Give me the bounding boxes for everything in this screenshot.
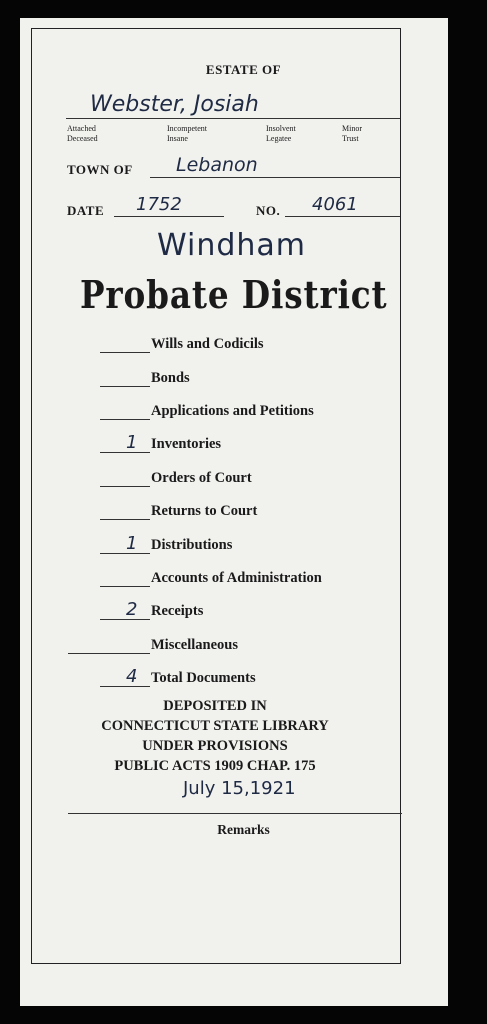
- item-label: Orders of Court: [151, 470, 252, 486]
- district-name: Windham: [157, 228, 307, 263]
- item-count-line: [100, 553, 150, 554]
- remarks-divider: [68, 813, 402, 814]
- status-col4-b: Trust: [342, 134, 359, 143]
- item-count: 2: [126, 599, 138, 620]
- item-label: Accounts of Administration: [151, 570, 322, 586]
- item-count-line: [100, 619, 150, 620]
- item-count-line: [100, 352, 150, 353]
- date-value: 1752: [136, 194, 182, 215]
- item-label: Total Documents: [151, 670, 256, 686]
- item-label: Receipts: [151, 603, 204, 619]
- deposit-line-1: DEPOSITED IN: [163, 698, 267, 714]
- remarks-label: Remarks: [217, 822, 270, 837]
- item-label: Distributions: [151, 537, 233, 553]
- town-value: Lebanon: [176, 154, 258, 176]
- item-label: Wills and Codicils: [151, 336, 264, 352]
- deposit-line-4: PUBLIC ACTS 1909 CHAP. 175: [114, 758, 316, 774]
- item-label: Applications and Petitions: [151, 403, 314, 419]
- deposit-date: July 15,1921: [183, 778, 296, 799]
- item-label: Inventories: [151, 436, 222, 452]
- status-col1-b: Deceased: [67, 134, 98, 143]
- status-col4-a: Minor: [342, 124, 362, 133]
- status-col1-a: Attached: [67, 124, 96, 133]
- town-line: [150, 177, 400, 178]
- town-label: TOWN OF: [67, 162, 133, 177]
- item-count-line: [100, 486, 150, 487]
- district-title: Probate District: [80, 272, 388, 317]
- item-count-line: [100, 386, 150, 387]
- status-col3-b: Legatee: [266, 134, 292, 143]
- item-count-line: [100, 519, 150, 520]
- estate-name-line: [66, 118, 400, 119]
- item-count-line: [100, 686, 150, 687]
- item-count-line: [100, 419, 150, 420]
- item-count-line: [100, 452, 150, 453]
- item-count: 1: [126, 533, 138, 554]
- number-label: NO.: [256, 203, 281, 218]
- number-value: 4061: [312, 194, 358, 215]
- deposit-line-3: UNDER PROVISIONS: [142, 738, 288, 754]
- status-col3-a: Insolvent: [266, 124, 296, 133]
- date-label: DATE: [67, 203, 105, 218]
- estate-name: Webster, Josiah: [90, 92, 259, 117]
- item-label: Bonds: [151, 370, 190, 386]
- status-col2-b: Insane: [167, 134, 188, 143]
- item-label: Miscellaneous: [151, 637, 238, 653]
- deposit-line-2: CONNECTICUT STATE LIBRARY: [101, 718, 329, 734]
- item-count-line: [68, 653, 150, 654]
- item-count: 4: [126, 666, 138, 687]
- date-line: [114, 216, 224, 217]
- number-line: [285, 216, 400, 217]
- item-count: 1: [126, 432, 138, 453]
- item-label: Returns to Court: [151, 503, 258, 519]
- item-count-line: [100, 586, 150, 587]
- estate-of-heading: ESTATE OF: [205, 62, 282, 77]
- status-col2-a: Incompetent: [167, 124, 207, 133]
